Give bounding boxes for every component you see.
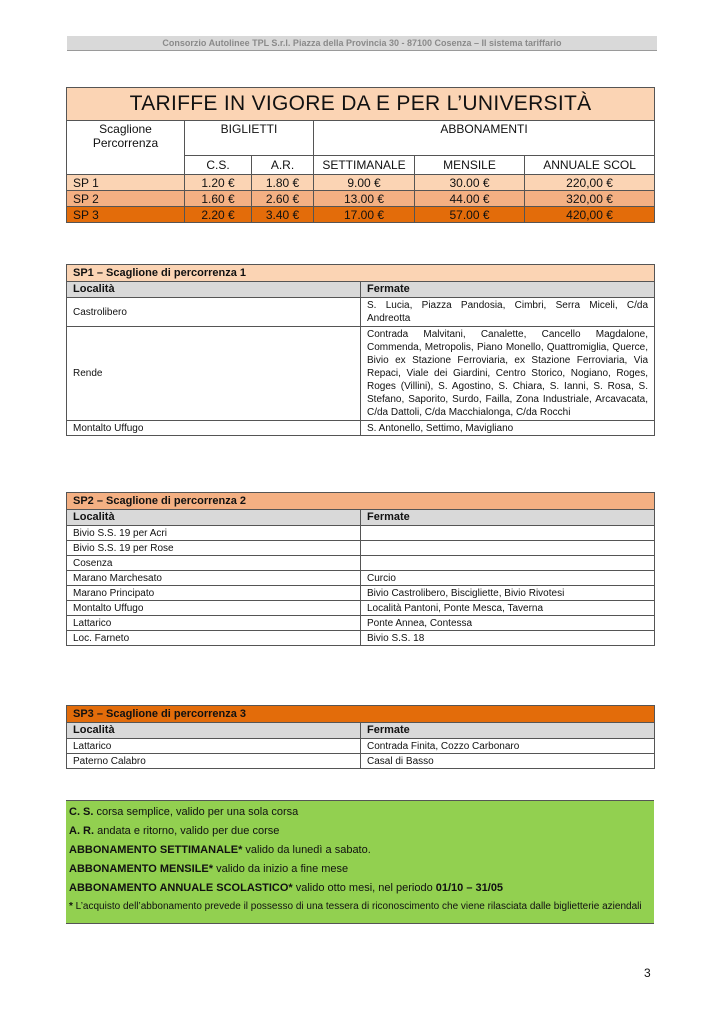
table-row (67, 586, 655, 601)
localita-cell: Montalto Uffugo (67, 601, 361, 616)
price-annuale: 320,00 € (525, 191, 655, 207)
fermate-cell: Bivio S.S. 18 (361, 631, 655, 646)
sp1-table (66, 264, 655, 436)
column-header-localita: Località (67, 510, 361, 526)
sp2-table (66, 492, 655, 646)
sp2-title: SP2 – Scaglione di percorrenza 2 (67, 493, 655, 510)
tariff-row-sp1 (67, 175, 655, 191)
table-row (67, 327, 655, 421)
table-row (67, 298, 655, 327)
localita-cell: Bivio S.S. 19 per Acri (67, 526, 361, 541)
table-row (67, 571, 655, 586)
abbonamenti-header: ABBONAMENTI (314, 121, 655, 156)
price-settimanale: 13.00 € (314, 191, 415, 207)
legend-settimanale: ABBONAMENTO SETTIMANALE* valido da lunedì a sabato. (69, 844, 371, 856)
tariff-legend (66, 800, 654, 924)
fermate-cell: S. Lucia, Piazza Pandosia, Cimbri, Serra Miceli, C/da Andreotta (361, 298, 655, 327)
fermate-cell: S. Antonello, Settimo, Mavigliano (361, 421, 655, 436)
legend-annuale: ABBONAMENTO ANNUALE SCOLASTICO* valido otto mesi, nel periodo 01/10 – 31/05 (69, 882, 504, 894)
tariff-row-sp2 (67, 191, 655, 207)
price-annuale: 220,00 € (525, 175, 655, 191)
tariff-title: TARIFFE IN VIGORE DA E PER L’UNIVERSITÀ (67, 88, 655, 121)
table-row (67, 616, 655, 631)
page-number: 3 (644, 966, 651, 980)
legend-ar: A. R. andata e ritorno, valido per due corse (69, 825, 280, 837)
localita-cell: Loc. Farneto (67, 631, 361, 646)
document-header: Consorzio Autolinee TPL S.r.l. Piazza della Provincia 30 - 87100 Cosenza – Il sistema tariffario (67, 36, 657, 51)
tariff-row-sp3 (67, 207, 655, 223)
scaglione-header: Scaglione Percorrenza (67, 121, 185, 175)
column-header-cs: C.S. (185, 156, 252, 175)
fermate-cell: Curcio (361, 571, 655, 586)
column-header-localita: Località (67, 723, 361, 739)
price-cs: 1.20 € (185, 175, 252, 191)
localita-cell: Castrolibero (67, 298, 361, 327)
sp3-table (66, 705, 655, 769)
fermate-cell: Contrada Malvitani, Canalette, Cancello Magdalone, Commenda, Metropolis, Piano Monello, Quattromiglia, Querce, Bivio ex Stazione Ferroviaria, ex Stazione Ferroviaria, Via Repaci, Viale dei Giardini, Centro Storico, Nogiano, Roges, Roges (Villini), S. Agostino, S. Chiara, S. Ianni, S. Rosa, S. Stefano, Saporito, Surdo, Failla, Zona Industriale, Arcavacata, C/da Dattoli, C/da Macchialonga, C/da Rocchi (361, 327, 655, 421)
legend-note: * L’acquisto dell’abbonamento prevede il possesso di una tessera di riconoscimento che viene rilasciata dalle biglietterie aziendali (69, 901, 642, 912)
column-header-localita: Località (67, 282, 361, 298)
fermate-cell: Ponte Annea, Contessa (361, 616, 655, 631)
fermate-cell: Bivio Castrolibero, Biscigliette, Bivio Rivotesi (361, 586, 655, 601)
fermate-cell (361, 556, 655, 571)
column-header-fermate: Fermate (361, 723, 655, 739)
sp3-title: SP3 – Scaglione di percorrenza 3 (67, 706, 655, 723)
column-header-settimanale: SETTIMANALE (314, 156, 415, 175)
fermate-cell: Casal di Basso (361, 754, 655, 769)
column-header-ar: A.R. (252, 156, 314, 175)
table-row (67, 754, 655, 769)
table-row (67, 421, 655, 436)
price-ar: 3.40 € (252, 207, 314, 223)
localita-cell: Cosenza (67, 556, 361, 571)
price-ar: 2.60 € (252, 191, 314, 207)
fermate-cell (361, 541, 655, 556)
row-label: SP 3 (67, 207, 185, 223)
localita-cell: Rende (67, 327, 361, 421)
localita-cell: Lattarico (67, 739, 361, 754)
price-mensile: 30.00 € (415, 175, 525, 191)
table-row (67, 739, 655, 754)
sp1-title: SP1 – Scaglione di percorrenza 1 (67, 265, 655, 282)
table-row (67, 631, 655, 646)
price-annuale: 420,00 € (525, 207, 655, 223)
column-header-fermate: Fermate (361, 282, 655, 298)
localita-cell: Marano Marchesato (67, 571, 361, 586)
fermate-cell (361, 526, 655, 541)
column-header-mensile: MENSILE (415, 156, 525, 175)
legend-cs: C. S. corsa semplice, valido per una sola corsa (69, 806, 299, 818)
price-cs: 1.60 € (185, 191, 252, 207)
price-ar: 1.80 € (252, 175, 314, 191)
localita-cell: Montalto Uffugo (67, 421, 361, 436)
table-row (67, 526, 655, 541)
table-row (67, 556, 655, 571)
tariff-table (66, 87, 655, 223)
localita-cell: Bivio S.S. 19 per Rose (67, 541, 361, 556)
row-label: SP 1 (67, 175, 185, 191)
column-header-fermate: Fermate (361, 510, 655, 526)
localita-cell: Lattarico (67, 616, 361, 631)
legend-mensile: ABBONAMENTO MENSILE* valido da inizio a fine mese (69, 863, 349, 875)
fermate-cell: Località Pantoni, Ponte Mesca, Taverna (361, 601, 655, 616)
column-header-annuale: ANNUALE SCOL (525, 156, 655, 175)
biglietti-header: BIGLIETTI (185, 121, 314, 156)
price-settimanale: 17.00 € (314, 207, 415, 223)
localita-cell: Marano Principato (67, 586, 361, 601)
price-cs: 2.20 € (185, 207, 252, 223)
fermate-cell: Contrada Finita, Cozzo Carbonaro (361, 739, 655, 754)
localita-cell: Paterno Calabro (67, 754, 361, 769)
row-label: SP 2 (67, 191, 185, 207)
price-mensile: 44.00 € (415, 191, 525, 207)
price-settimanale: 9.00 € (314, 175, 415, 191)
table-row (67, 601, 655, 616)
table-row (67, 541, 655, 556)
price-mensile: 57.00 € (415, 207, 525, 223)
